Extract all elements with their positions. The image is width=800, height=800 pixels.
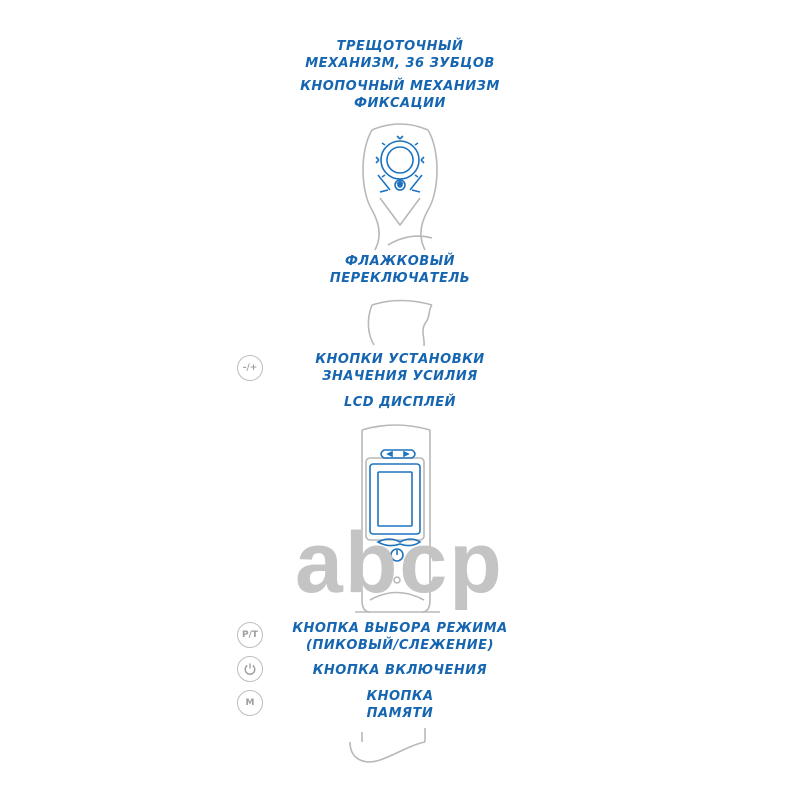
label-memory-button-line-1: КНОПКА: [366, 689, 434, 704]
label-lock-line-2: ФИКСАЦИИ: [354, 96, 446, 111]
ratchet-gear: [376, 136, 424, 192]
label-setting-buttons-line-1: КНОПКИ УСТАНОВКИ: [315, 352, 485, 367]
handle-bottom-outline: [350, 728, 425, 762]
mode-button-icon: [237, 622, 263, 648]
label-memory-button-line-2: ПАМЯТИ: [366, 706, 434, 721]
setting-button-icon-text: -/+: [242, 363, 258, 373]
label-lcd: [200, 394, 600, 411]
label-lock-line-1: КНОПОЧНЫЙ МЕХАНИЗМ: [300, 79, 500, 94]
label-switch: [200, 253, 600, 287]
label-setting-buttons-line-2: ЗНАЧЕНИЯ УСИЛИЯ: [322, 369, 478, 384]
label-lock: [200, 78, 600, 112]
label-ratchet-line-1: ТРЕЩОТОЧНЫЙ: [336, 39, 464, 54]
flag-switch-outline: [368, 301, 432, 347]
memory-button-icon-text: M: [245, 698, 255, 708]
label-lcd-line-1: LCD ДИСПЛЕЙ: [343, 395, 457, 410]
label-ratchet-line-2: МЕХАНИЗМ, 36 ЗУБЦОВ: [305, 56, 495, 71]
watermark-text: abcp: [295, 515, 504, 611]
label-mode-button-line-1: КНОПКА ВЫБОРА РЕЖИМА: [292, 621, 508, 636]
setting-button-icon: [237, 355, 263, 381]
power-icon: [237, 656, 263, 682]
label-mode-button-line-2: (ПИКОВЫЙ/СЛЕЖЕНИЕ): [306, 638, 494, 653]
label-switch-line-1: ФЛАЖКОВЫЙ: [344, 254, 456, 269]
memory-button-icon: [237, 690, 263, 716]
mode-button-icon-text: P/T: [241, 630, 259, 640]
label-switch-line-2: ПЕРЕКЛЮЧАТЕЛЬ: [329, 271, 471, 286]
label-power-button-line-1: КНОПКА ВКЛЮЧЕНИЯ: [312, 663, 488, 678]
label-ratchet: [200, 38, 600, 72]
